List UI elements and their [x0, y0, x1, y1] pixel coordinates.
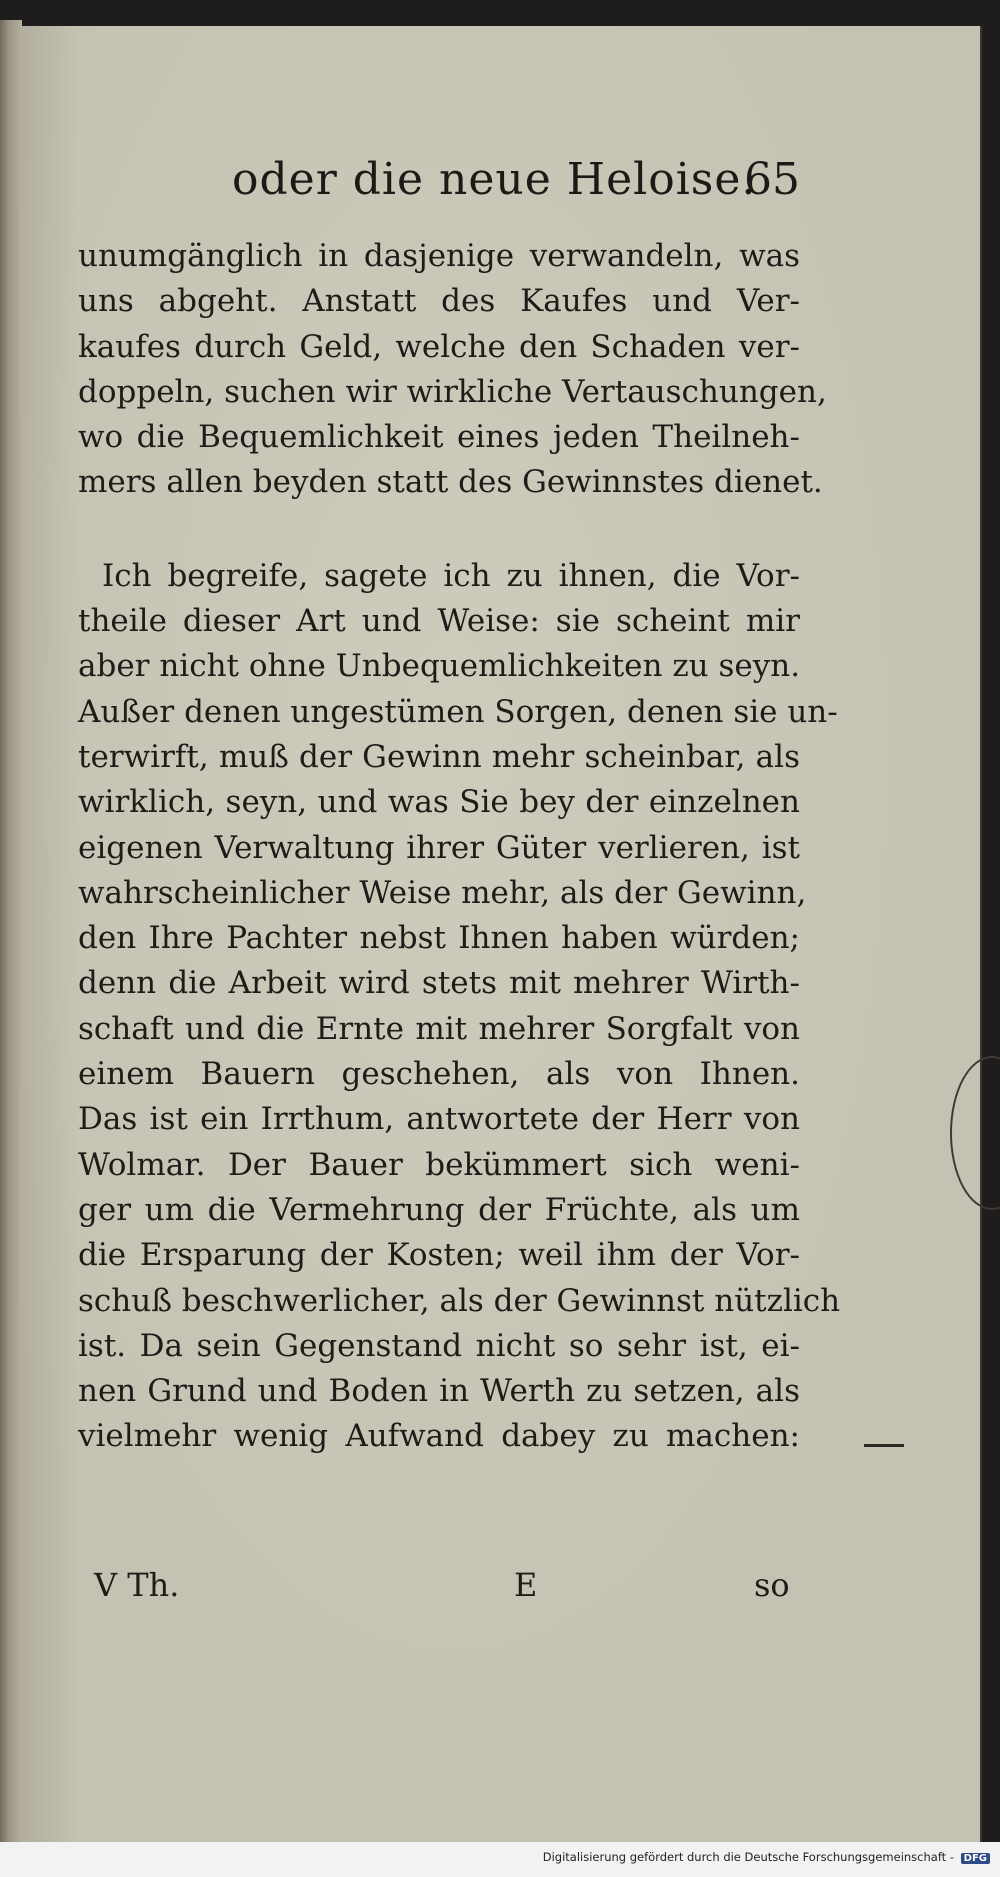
text-line: wahrscheinlicher Weise mehr, als der Gewinn, [78, 874, 807, 911]
text-line: theile dieser Art und Weise: sie scheint mir [78, 603, 800, 640]
text-line: ger um die Vermehrung der Früchte, als um [78, 1191, 800, 1228]
text-line: doppeln, suchen wir wirkliche Vertauschungen, [78, 373, 827, 410]
text-line: einem Bauern geschehen, als von Ihnen. [78, 1056, 800, 1093]
running-head [22, 154, 980, 214]
text-line: mers allen beyden statt des Gewinnstes dienet. [78, 464, 823, 501]
text-line: denn die Arbeit wird stets mit mehrer Wirth- [78, 965, 800, 1002]
text-line: schaft und die Ernte mit mehrer Sorgfalt von [78, 1010, 800, 1047]
digitization-credit [543, 1850, 990, 1864]
text-line: Wolmar. Der Bauer bekümmert sich weni- [78, 1146, 800, 1183]
text-line: kaufes durch Geld, welche den Schaden ver- [78, 328, 800, 365]
page-number: 65 [744, 154, 800, 205]
book-page [22, 26, 982, 1842]
page-footer [94, 1566, 814, 1616]
paragraph-gap [78, 506, 800, 554]
text-line: terwirft, muß der Gewinn mehr scheinbar, als [78, 738, 800, 775]
text-line: vielmehr wenig Aufwand dabey zu machen: [78, 1418, 800, 1455]
text-line: uns abgeht. Anstatt des Kaufes und Ver- [78, 283, 800, 320]
text-line: nen Grund und Boden in Werth zu setzen, als [78, 1373, 800, 1410]
facing-page-edge [0, 20, 22, 1860]
text-line: die Ersparung der Kosten; weil ihm der Vor- [78, 1237, 800, 1274]
text-line: unumgänglich in dasjenige verwandeln, was [78, 238, 800, 274]
credit-text: Digitalisierung gefördert durch die Deutsche Forschungsgemeinschaft - [542, 1850, 954, 1864]
text-line: aber nicht ohne Unbequemlichkeiten zu seyn. [78, 648, 801, 685]
text-line: den Ihre Pachter nebst Ihnen haben würden; [78, 920, 800, 957]
text-line: Das ist ein Irrthum, antwortete der Herr von [78, 1101, 800, 1138]
text-line: eigenen Verwaltung ihrer Güter verlieren, ist [78, 829, 800, 866]
signature-letter: E [514, 1566, 538, 1604]
dfg-logo: DFG [961, 1853, 990, 1864]
body-text [78, 234, 841, 1460]
margin-dash-mark [864, 1444, 904, 1447]
text-line: Außer denen ungestümen Sorgen, denen sie un- [78, 693, 838, 730]
text-line: wirklich, seyn, und was Sie bey der einzelnen [78, 784, 800, 821]
text-line: Ich begreife, sagete ich zu ihnen, die Vor- [102, 557, 800, 594]
running-title: oder die neue Heloise. [232, 154, 757, 205]
signature-mark-volume: V Th. [94, 1566, 180, 1604]
page-curl-mark [950, 1056, 1000, 1210]
text-line: wo die Bequemlichkeit eines jeden Theilneh- [78, 419, 800, 456]
text-line: schuß beschwerlicher, als der Gewinnst nützlich [78, 1282, 841, 1319]
text-line: ist. Da sein Gegenstand nicht so sehr ist, ei- [78, 1327, 800, 1364]
catchword: so [754, 1566, 790, 1604]
